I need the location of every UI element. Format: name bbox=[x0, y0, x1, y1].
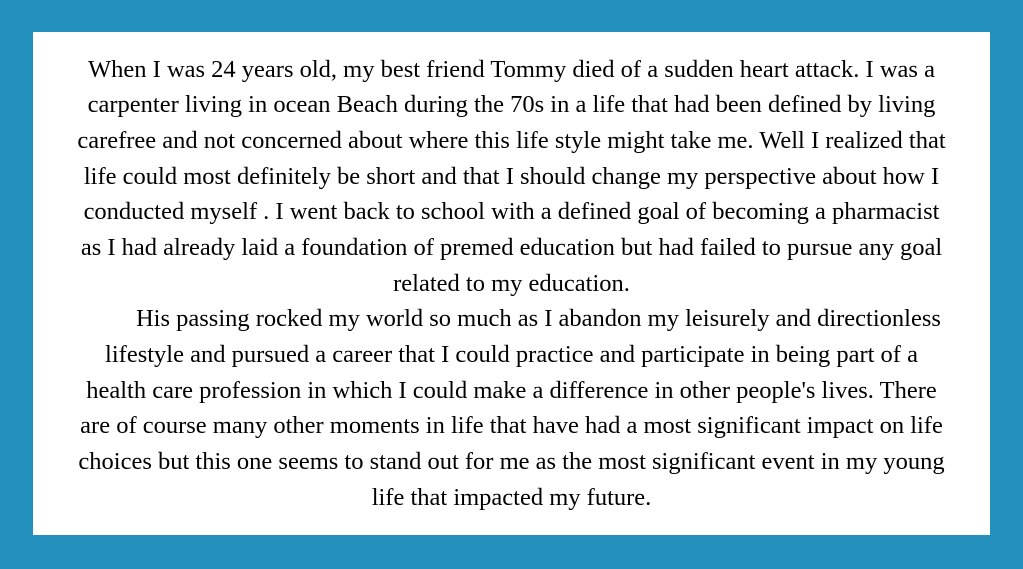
story-paragraph-1: When I was 24 years old, my best friend Tommy died of a sudden heart attack. I was a carpenter living in ocean Beach during the 70s in a life that had been defined by living carefree and not concerned about where this life style might take me. Well I realized that life could most definitely be short and that I should change my perspective about how I conducted myself . I went back to school with a defined goal of becoming a pharmacist as I had already laid a foundation of premed education but had failed to pursue any goal related to my education. bbox=[77, 55, 946, 297]
story-paragraph-2: His passing rocked my world so much as I abandon my leisurely and directionless lifestyle and pursued a career that I could practice and participate in being part of a health care profession in which I could make a difference in other people's lives. There are of course many other moments in life that have had a most significant impact on life choices but this one seems to stand out for me as the most significant event in my young life that impacted my future. bbox=[78, 305, 945, 511]
content-card bbox=[33, 32, 990, 535]
story-text-block bbox=[74, 52, 949, 515]
